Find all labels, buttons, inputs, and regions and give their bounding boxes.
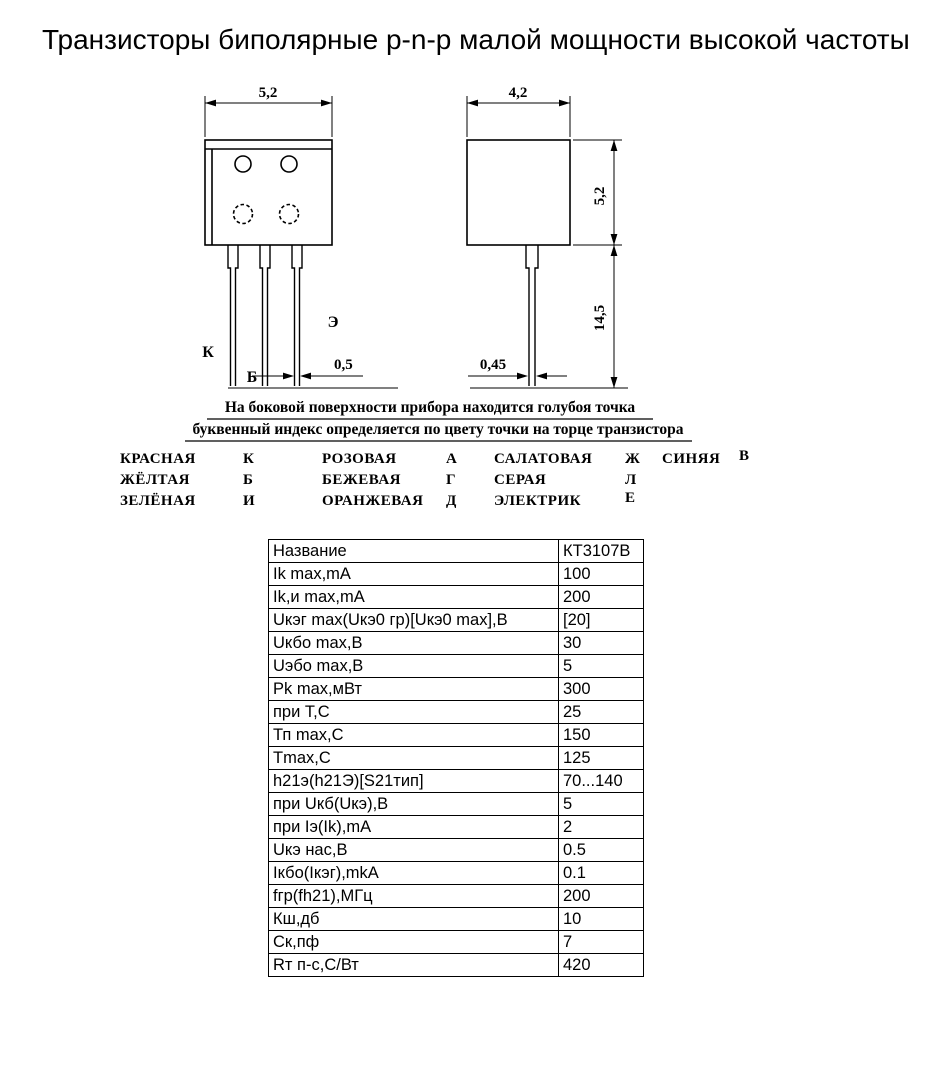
color-letter: А [446,451,458,467]
side-lead-length-dim-label: 14,5 [592,304,608,332]
param-value-cell: 25 [559,701,644,724]
color-name: ЖЁЛТАЯ [120,472,190,488]
pin-label-emitter: Э [327,314,339,331]
color-name: ЭЛЕКТРИК [494,493,581,509]
side-lead [526,245,538,386]
note-line-2: буквенный индекс определяется по цвету точки на торце транзистора [192,421,684,438]
color-letter: Г [446,472,457,488]
param-name-cell: Ik max,mA [269,563,559,586]
table-row [269,655,644,678]
front-view-drawing [202,85,398,388]
side-body-outline [467,140,570,245]
front-lead-base [260,245,270,386]
front-width-dim-label: 5,2 [258,85,278,101]
param-name-cell: Tmax,C [269,747,559,770]
color-letter: И [243,493,256,509]
page-title: Транзисторы биполярные p-n-p малой мощности высокой частоты [42,24,910,55]
param-value-cell: 5 [559,655,644,678]
param-name-cell: Uкбо max,В [269,632,559,655]
pin-label-collector: К [202,344,214,361]
param-value-cell: 200 [559,586,644,609]
table-row [269,770,644,793]
color-letter: В [739,448,750,464]
param-value-cell: 0.5 [559,839,644,862]
table-row [269,885,644,908]
param-name-cell: fгр(fh21),МГц [269,885,559,908]
param-name-cell: Rт п-с,С/Вт [269,954,559,977]
table-row [269,678,644,701]
param-name-cell: Тп max,C [269,724,559,747]
front-body-outline [205,140,332,245]
param-value-cell: 150 [559,724,644,747]
table-row [269,862,644,885]
color-letter: Е [625,490,636,506]
drawing-notes [185,399,692,441]
side-view-drawing [467,85,628,388]
table-row [269,954,644,977]
side-body-height-dim-label: 5,2 [592,186,608,206]
color-letter: Д [446,493,457,509]
param-name-cell: h21э(h21Э)[S21тип] [269,770,559,793]
table-row [269,839,644,862]
table-row [269,586,644,609]
param-name-cell: при Uкб(Uкэ),В [269,793,559,816]
front-hole-top-right [281,156,297,172]
front-hole-bottom-right [280,205,299,224]
parameter-table [268,539,644,977]
table-row [269,931,644,954]
color-name: САЛАТОВАЯ [494,451,593,467]
color-name: ОРАНЖЕВАЯ [322,493,424,509]
front-dimension-arrows [205,100,332,380]
color-name: БЕЖЕВАЯ [322,472,401,488]
table-row [269,609,644,632]
pin-label-base: Б [246,369,258,386]
color-letter: Ж [625,451,641,467]
transistor-package-drawing [0,0,932,450]
param-name-cell: Uкэг max(Uкэ0 гр)[Uкэ0 max],В [269,609,559,632]
front-hole-top-left [235,156,251,172]
color-name: РОЗОВАЯ [322,451,397,467]
front-hole-bottom-left [234,205,253,224]
table-row [269,632,644,655]
side-width-dim-label: 4,2 [508,85,528,101]
table-row [269,816,644,839]
param-value-cell: 100 [559,563,644,586]
table-row [269,563,644,586]
param-value-cell: 0.1 [559,862,644,885]
front-lead-collector [228,245,238,386]
side-lead-thickness-dim-label: 0,45 [479,357,507,373]
param-value-cell: 5 [559,793,644,816]
param-value-cell: 125 [559,747,644,770]
param-value-cell: 10 [559,908,644,931]
color-name: СИНЯЯ [662,451,721,467]
param-header-value: КТ3107В [559,540,644,563]
color-name: КРАСНАЯ [120,451,196,467]
param-name-cell: Кш,дб [269,908,559,931]
note-line-1: На боковой поверхности прибора находится голубоя точка [224,399,636,416]
param-value-cell: 300 [559,678,644,701]
param-name-cell: при Iэ(Ik),mA [269,816,559,839]
param-value-cell: 2 [559,816,644,839]
param-value-cell: 70...140 [559,770,644,793]
table-row [269,793,644,816]
table-row [269,908,644,931]
param-name-cell: при T,C [269,701,559,724]
table-header-row [269,540,644,563]
color-name: ЗЕЛЁНАЯ [120,493,196,509]
front-lead-width-dim-label: 0,5 [334,357,353,373]
param-value-cell: 200 [559,885,644,908]
table-row [269,724,644,747]
param-header-name: Название [269,540,559,563]
color-name: СЕРАЯ [494,472,547,488]
param-name-cell: Ск,пф [269,931,559,954]
table-row [269,701,644,724]
color-letter: К [243,451,255,467]
param-value-cell: 30 [559,632,644,655]
param-name-cell: Iкбо(Iкэг),mkA [269,862,559,885]
color-letter: Б [243,472,254,488]
front-lead-emitter [292,245,302,386]
param-value-cell: 420 [559,954,644,977]
param-value-cell: [20] [559,609,644,632]
table-row [269,747,644,770]
param-name-cell: Uкэ нас,В [269,839,559,862]
param-name-cell: Pk max,мВт [269,678,559,701]
color-letter: Л [625,472,637,488]
param-name-cell: Ik,и max,mA [269,586,559,609]
param-name-cell: Uэбо max,В [269,655,559,678]
param-value-cell: 7 [559,931,644,954]
side-dimension-arrows [467,100,617,388]
